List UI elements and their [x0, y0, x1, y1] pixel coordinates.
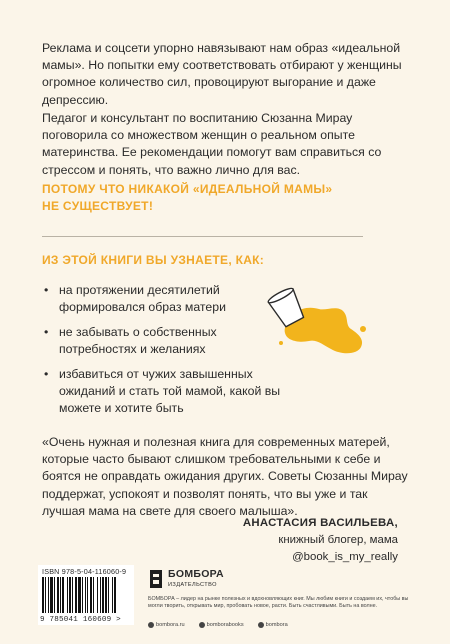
bombora-logo-icon	[148, 568, 164, 590]
social-vk[interactable]: bomborabooks	[199, 622, 244, 628]
social-instagram[interactable]: bombora	[258, 622, 288, 628]
publisher-brand: БОМБОРА	[168, 568, 224, 580]
author-handle: @book_is_my_really	[292, 551, 398, 563]
learn-subheading: ИЗ ЭТОЙ КНИГИ ВЫ УЗНАЕТЕ, КАК:	[42, 253, 265, 267]
isbn-label: ISBN 978-5-04-116060-9	[42, 567, 127, 576]
list-item	[42, 366, 282, 416]
list-item-text: избавиться от чужих завышенных ожиданий и стать той мамой, какой вы можете и хотите быть	[59, 367, 281, 415]
intro-paragraph-2: Педагог и консультант по воспитанию Сюзанна Мирау поговорила со множеством женщин о реальном опыте материнства. Ее рекомендации помогут вам справиться со стрессом и понять, что важно лично для вас.	[42, 111, 382, 177]
quote-author	[243, 515, 398, 566]
globe-icon	[148, 622, 154, 628]
bullet-marker: •	[44, 367, 49, 382]
publisher-socials	[148, 622, 288, 628]
section-divider	[42, 236, 363, 237]
benefits-list	[42, 282, 282, 425]
list-item-text: не забывать о собственных потребностях и желаниях	[59, 325, 217, 356]
bullet-marker: •	[44, 283, 49, 297]
publisher-description: БОМБОРА – лидер на рынке полезных и вдохновляющих книг. Мы любим книги и создаем их, чтобы вы могли творить, открывать мир, пробовать новое, расти. Быть счастливыми. Быть на волне.	[148, 596, 409, 610]
intro-paragraph-1: Реклама и соцсети упорно навязывают нам образ «идеальной мамы». Но попытки ему соответствовать отбирают у женщины огромное количество сил, провоцируют выгорание и даже депрессию.	[42, 41, 402, 107]
author-name: АНАСТАСИЯ ВАСИЛЬЕВА,	[242, 517, 398, 529]
vk-icon	[199, 622, 205, 628]
tagline-line-2: НЕ СУЩЕСТВУЕТ!	[42, 199, 154, 213]
list-item-text: на протяжении десятилетий формировался образ матери	[59, 283, 226, 314]
tagline-line-1: ПОТОМУ ЧТО НИКАКОЙ «ИДЕАЛЬНОЙ МАМЫ»	[42, 182, 333, 196]
author-role: книжный блогер, мама	[278, 534, 398, 546]
instagram-icon	[258, 622, 264, 628]
review-quote: «Очень нужная и полезная книга для современных матерей, которые часто бывают слишком требовательными к себе и боятся не оправдать ожидания других. Советы Сюзанны Мирау поддержат, успокоят и позволят понять, что вы уже и так лучшая мама на свете для своего малыша».	[42, 435, 408, 518]
barcode-bars	[42, 577, 130, 613]
bullet-marker: •	[44, 325, 49, 340]
publisher-sub: ИЗДАТЕЛЬСТВО	[168, 582, 217, 588]
publisher-logo	[148, 567, 224, 593]
social-site[interactable]: bombora.ru	[148, 622, 185, 628]
list-item	[42, 324, 282, 357]
list-item	[42, 282, 282, 315]
barcode	[38, 565, 134, 625]
tagline	[42, 181, 342, 215]
spilled-cup-illustration	[265, 285, 375, 360]
barcode-digits: 9 785041 160609 >	[40, 616, 121, 624]
